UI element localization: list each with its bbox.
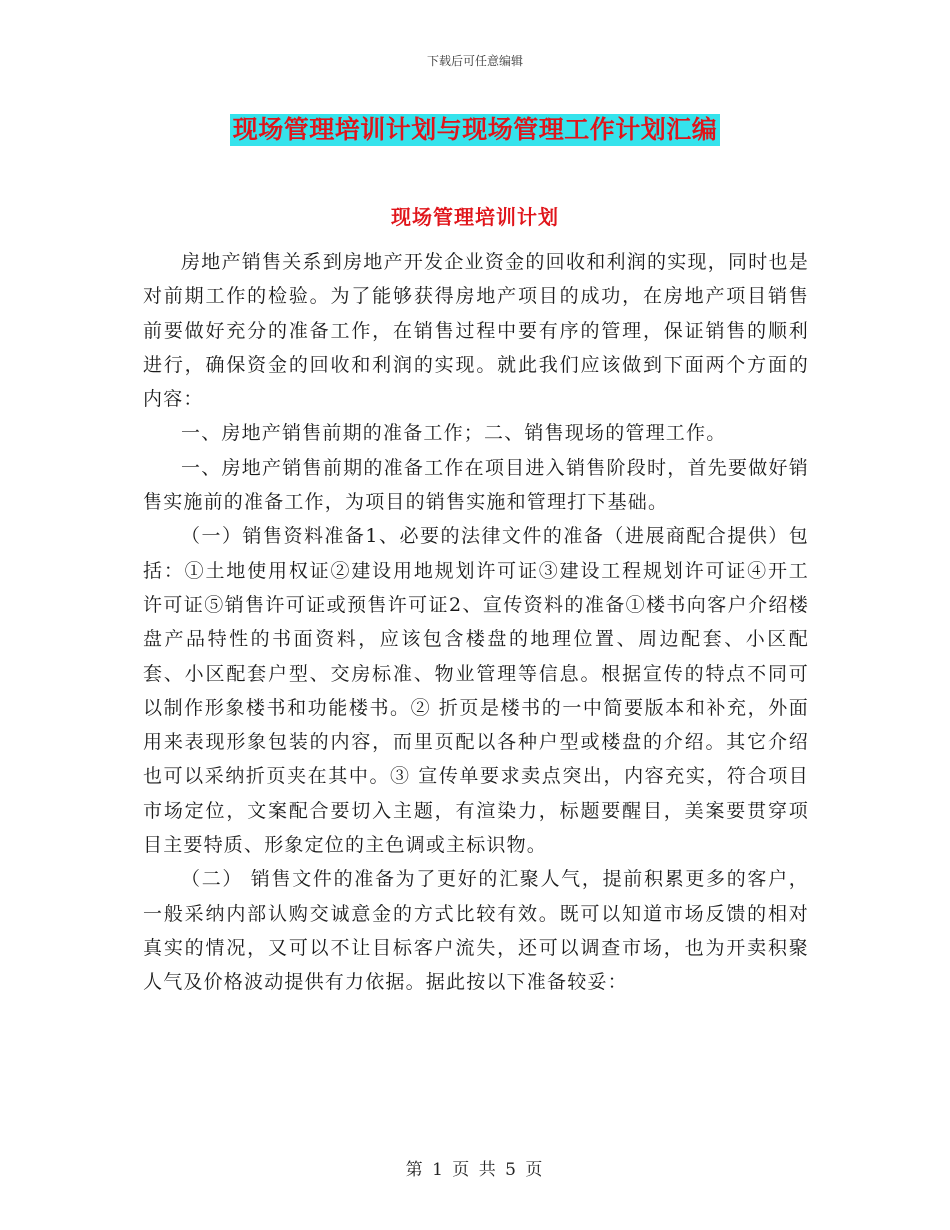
page-footer: 第 1 页 共 5 页 [405,1160,545,1180]
paragraph-sales-materials: （一）销售资料准备1、必要的法律文件的准备（进展商配合提供）包括：①土地使用权证②建设用地规划许可证③建设工程规划许可证④开工许可证⑤销售许可证或预售许可证2、宣传资料的准备①楼书向客户介绍楼盘产品特性的书面资料，应该包含楼盘的地理位置、周边配套、小区配套、小区配套户型、交房标准、物业管理等信息。根据宣传的特点不同可以制作形象楼书和功能楼书。② 折页是楼书的一中简要版本和补充，外面用来表现形象包装的内容，而里页配以各种户型或楼盘的介绍。其它介绍也可以采纳折页夹在其中。③ 宣传单要求卖点突出，内容充实，符合项目市场定位，文案配合要切入主题，有渲染力，标题要醒目，美案要贯穿项目主要特质、形象定位的主色调或主标识物。 [143,525,809,857]
paragraph-part-one: 一、房地产销售前期的准备工作在项目进入销售阶段时，首先要做好销售实施前的准备工作，为项目的销售实施和管理打下基础。 [143,456,809,514]
header-note: 下载后可任意编辑 [426,54,523,68]
document-body [143,245,809,1000]
section-title: 现场管理培训计划 [391,205,559,229]
paragraph-intro: 房地产销售关系到房地产开发企业资金的回收和利润的实现，同时也是对前期工作的检验。为了能够获得房地产项目的成功，在房地产项目销售前要做好充分的准备工作，在销售过程中要有序的管理，保证销售的顺利进行，确保资金的回收和利润的实现。就此我们应该做到下面两个方面的内容： [143,251,809,411]
main-title-container [0,114,950,146]
paragraph-sales-documents: （二） 销售文件的准备为了更好的汇聚人气，提前积累更多的客户，一般采纳内部认购交诚意金的方式比较有效。既可以知道市场反馈的相对真实的情况，又可以不让目标客户流失，还可以调查市场，也为开卖积聚人气及价格波动提供有力依据。据此按以下准备较妥： [143,868,809,994]
main-title: 现场管理培训计划与现场管理工作计划汇编 [230,114,721,146]
paragraph-overview: 一、房地产销售前期的准备工作；二、销售现场的管理工作。 [181,422,727,445]
